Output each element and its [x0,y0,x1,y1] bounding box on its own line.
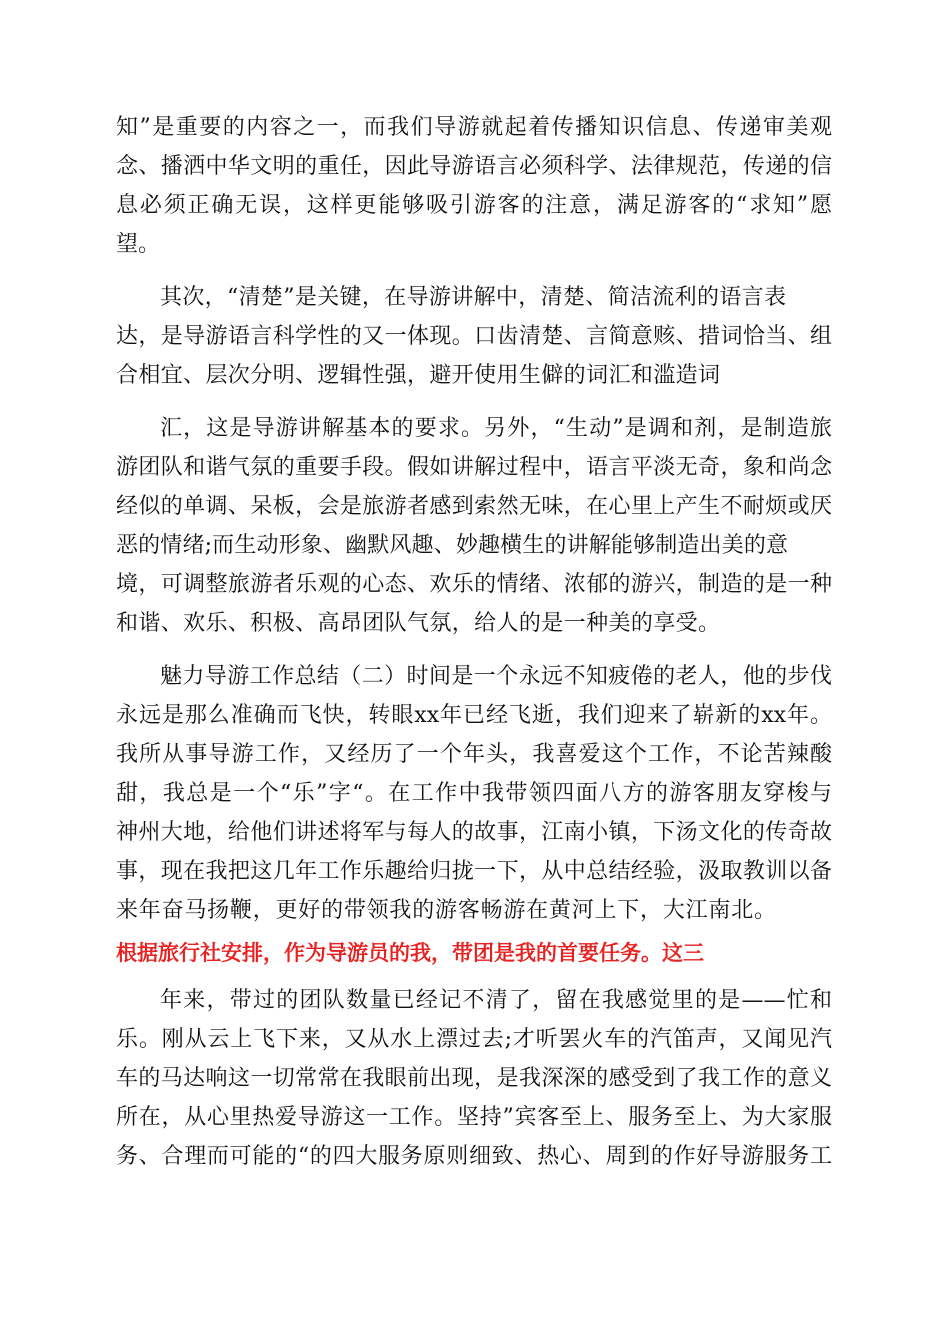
body-line: 神州大地，给他们讲述将军与每人的故事，江南小镇，下汤文化的传奇故 [116,820,832,845]
body-line: 乐。刚从云上飞下来，又从水上漂过去;才听罢火车的汽笛声，又闻见汽 [116,1027,832,1052]
body-line: 事，现在我把这几年工作乐趣给归拢一下，从中总结经验，汲取教训以备 [116,859,832,884]
body-line: 魅力导游工作总结（二）时间是一个永远不知疲倦的老人，他的步伐 [160,664,832,689]
body-line: 甜，我总是一个“乐”字“。在工作中我带领四面八方的游客朋友穿梭与 [116,781,832,806]
body-line: 所在，从心里热爱导游这一工作。坚持”宾客至上、服务至上、为大家服 [116,1105,832,1130]
body-line: 和谐、欢乐、积极、高昂团队气氛，给人的是一种美的享受。 [116,611,720,636]
body-line: 来年奋马扬鞭，更好的带领我的游客畅游在黄河上下，大江南北。 [116,898,776,923]
section-heading: 根据旅行社安排，作为导游员的我，带团是我的首要任务。这三 [116,941,704,965]
body-line: 达，是导游语言科学性的又一体现。口齿清楚、言简意赅、措词恰当、组 [116,324,832,349]
body-line: 合相宜、层次分明、逻辑性强，避开使用生僻的词汇和滥造词 [116,363,720,388]
body-line: 境，可调整旅游者乐观的心态、欢乐的情绪、浓郁的游兴，制造的是一种 [116,572,832,597]
body-line: 汇，这是导游讲解基本的要求。另外，“生动”是调和剂，是制造旅 [160,416,832,441]
body-line: 年来，带过的团队数量已经记不清了，留在我感觉里的是——忙和 [160,988,832,1013]
body-line: 游团队和谐气氛的重要手段。假如讲解过程中，语言平淡无奇，象和尚念 [116,455,832,480]
body-line: 车的马达响这一切常常在我眼前出现，是我深深的感受到了我工作的意义 [116,1066,832,1091]
body-line: 经似的单调、呆板，会是旅游者感到索然无味，在心里上产生不耐烦或厌 [116,494,832,519]
body-line: 其次，“清楚”是关键，在导游讲解中，清楚、简洁流利的语言表 [160,285,786,310]
body-line: 我所从事导游工作，又经历了一个年头，我喜爱这个工作，不论苦辣酸 [116,742,832,767]
body-line: 念、播洒中华文明的重任，因此导游语言必须科学、法律规范，传递的信 [116,154,832,179]
body-line: 务、合理而可能的“的四大服务原则细致、热心、周到的作好导游服务工 [116,1144,832,1169]
body-line: 息必须正确无误，这样更能够吸引游客的注意，满足游客的“求知”愿 [116,193,832,218]
body-line: 望。 [116,232,161,257]
body-line: 恶的情绪;而生动形象、幽默风趣、妙趣横生的讲解能够制造出美的意 [116,533,788,558]
body-line: 永远是那么准确而飞快，转眼xx年已经飞逝，我们迎来了崭新的xx年。 [116,703,832,728]
body-line: 知”是重要的内容之一，而我们导游就起着传播知识信息、传递审美观 [116,115,832,140]
